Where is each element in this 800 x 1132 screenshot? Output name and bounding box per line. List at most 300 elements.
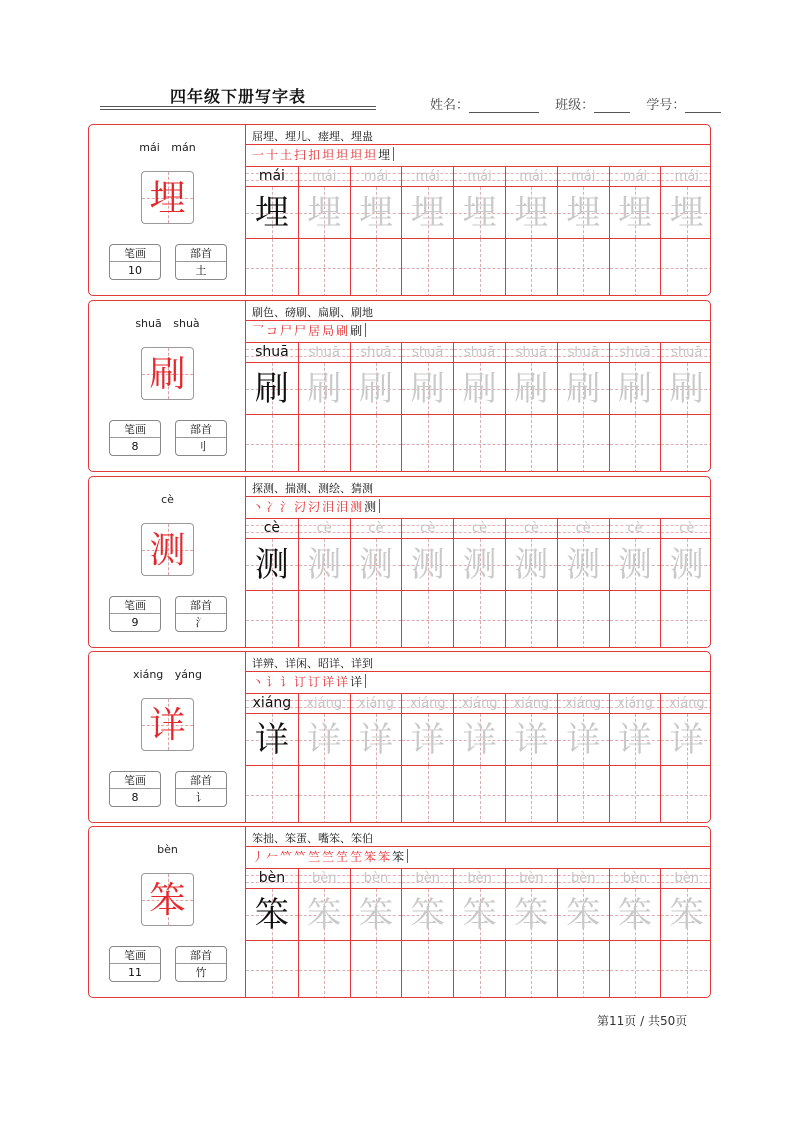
stroke-step: 竺 [322,850,335,864]
blank-writing-cell[interactable] [610,766,661,823]
writing-cell[interactable] [246,363,298,415]
writing-cell[interactable] [402,187,453,239]
stroke-count-box [109,596,161,632]
stroke-step: 坦 [350,148,363,162]
blank-writing-cell[interactable] [454,239,505,296]
practice-column [557,693,609,823]
blank-writing-cell[interactable] [246,239,298,296]
practice-column [298,342,350,472]
stroke-step: 泪 [336,500,349,514]
blank-writing-cell[interactable] [558,941,609,998]
practice-column [557,518,609,648]
writing-cell[interactable] [402,539,453,591]
stroke-count-value: 9 [131,616,139,629]
radical-box [175,771,227,807]
stroke-step: 讠 [280,675,293,689]
pinyin-cell[interactable] [610,518,661,539]
practice-column [505,518,557,648]
blank-writing-cell[interactable] [610,239,661,296]
blank-writing-cell[interactable] [610,941,661,998]
pinyin-cell[interactable] [558,868,609,889]
student-fields [430,94,721,113]
blank-writing-cell[interactable] [246,941,298,998]
divider [246,671,710,672]
stroke-order-end-marker [407,849,408,863]
writing-cell[interactable] [299,714,350,766]
writing-cell[interactable] [558,363,609,415]
practice-pinyin: bèn [674,871,700,886]
blank-writing-cell[interactable] [402,415,453,472]
trace-character: 埋 [254,193,289,233]
practice-column [660,868,711,998]
trace-character: 刷 [617,369,652,409]
trace-character: 刷 [669,369,704,409]
writing-cell[interactable] [610,187,661,239]
trace-character: 笨 [358,895,393,935]
trace-character: 测 [254,545,289,585]
character-glyph: 埋 [149,178,186,219]
practice-pinyin: xiáng [306,696,343,711]
writing-cell[interactable] [454,187,505,239]
writing-cell[interactable] [351,889,402,941]
character-box [141,171,194,224]
blank-writing-cell[interactable] [351,239,402,296]
blank-writing-cell[interactable] [558,415,609,472]
stroke-step: 居 [308,324,321,338]
practice-column [505,342,557,472]
practice-pinyin: cè [368,521,384,536]
practice-column [246,868,298,998]
trace-character: 详 [566,720,601,760]
writing-cell[interactable] [454,363,505,415]
blank-writing-cell[interactable] [558,591,609,648]
radical-box [175,596,227,632]
trace-character: 笨 [669,895,704,935]
practice-pinyin: mái [674,169,699,184]
practice-area [246,652,710,822]
practice-column [609,693,661,823]
blank-writing-cell[interactable] [299,941,350,998]
blank-writing-cell[interactable] [610,415,661,472]
practice-column [505,693,557,823]
writing-cell[interactable] [246,889,298,941]
stroke-step: 十 [266,148,279,162]
title-underline-second [100,109,376,110]
writing-cell[interactable] [506,187,557,239]
practice-pinyin: mái [258,168,285,184]
character-card [88,826,711,998]
pinyin-cell[interactable] [610,342,661,363]
blank-writing-cell[interactable] [351,415,402,472]
character-summary [89,652,246,822]
pinyin-cell[interactable] [299,166,350,187]
writing-cell[interactable] [246,539,298,591]
blank-writing-cell[interactable] [299,766,350,823]
blank-writing-cell[interactable] [299,591,350,648]
character-pinyin: shuā shuà [135,317,200,330]
pinyin-cell[interactable] [661,868,711,889]
blank-writing-cell[interactable] [610,591,661,648]
practice-pinyin: shuā [412,345,444,360]
character-glyph: 刷 [149,354,186,395]
trace-character: 刷 [358,369,393,409]
blank-writing-cell[interactable] [246,591,298,648]
trace-character: 笨 [462,895,497,935]
trace-character: 埋 [410,193,445,233]
pinyin-cell[interactable] [454,518,505,539]
character-pinyin: xiáng yáng [133,668,202,681]
practice-column [557,166,609,296]
writing-cell[interactable] [506,714,557,766]
blank-writing-cell[interactable] [506,941,557,998]
stroke-step: 订 [308,675,321,689]
practice-pinyin: xiáng [617,696,653,711]
stroke-step: 局 [322,324,335,338]
practice-grid [246,868,711,998]
blank-writing-cell[interactable] [661,766,711,823]
stroke-count-value: 8 [131,440,139,453]
practice-column [350,868,402,998]
stroke-order [252,147,394,163]
writing-cell[interactable] [402,889,453,941]
pinyin-cell[interactable] [661,518,711,539]
practice-column [401,166,453,296]
trace-character: 笨 [617,895,652,935]
blank-writing-cell[interactable] [558,239,609,296]
practice-pinyin: xiáng [409,696,446,711]
writing-cell[interactable] [661,714,711,766]
blank-writing-cell[interactable] [506,239,557,296]
stroke-step: 汈 [294,500,307,514]
practice-pinyin: bèn [467,871,492,886]
writing-cell[interactable] [246,714,298,766]
practice-pinyin: bèn [415,871,441,886]
pinyin-cell[interactable] [506,342,557,363]
stroke-count-label: 笔画 [110,772,160,789]
radical-label: 部首 [176,245,226,262]
pinyin-cell[interactable] [351,166,402,187]
radical-value: 土 [195,264,207,277]
pinyin-cell[interactable] [661,693,711,714]
practice-column [557,342,609,472]
pinyin-cell[interactable] [558,342,609,363]
trace-character: 刷 [254,369,289,409]
blank-writing-cell[interactable] [506,766,557,823]
writing-cell[interactable] [351,539,402,591]
stroke-step: 丶 [252,675,265,689]
stroke-count-box [109,420,161,456]
practice-pinyin: cè [263,520,281,536]
stroke-step: 冫 [266,500,279,514]
character-card [88,651,711,823]
blank-writing-cell[interactable] [661,239,711,296]
practice-pinyin: shuā [360,345,392,360]
stroke-step: 泪 [322,500,335,514]
writing-cell[interactable] [402,363,453,415]
writing-cell[interactable] [610,539,661,591]
pinyin-cell[interactable] [299,868,350,889]
practice-pinyin: mái [415,169,440,184]
stroke-step: 坦 [322,148,335,162]
blank-writing-cell[interactable] [351,941,402,998]
stroke-step: 笨 [378,850,391,864]
stroke-order-end-marker [379,499,380,513]
practice-pinyin: cè [523,521,539,536]
practice-column [350,518,402,648]
character-card [88,476,711,648]
id-field[interactable] [685,101,721,113]
stroke-step: 详 [350,675,363,689]
pinyin-cell[interactable] [610,693,661,714]
practice-pinyin: shuā [619,345,651,360]
radical-box [175,244,227,280]
stroke-step: 埋 [378,148,391,162]
radical-label: 部首 [176,597,226,614]
character-card [88,124,711,296]
writing-cell[interactable] [506,889,557,941]
practice-column [505,868,557,998]
writing-cell[interactable] [558,539,609,591]
blank-writing-cell[interactable] [661,415,711,472]
practice-column [505,166,557,296]
practice-grid [246,342,711,472]
pinyin-cell[interactable] [506,166,557,187]
practice-pinyin: shuā [255,344,289,360]
trace-character: 笨 [307,895,342,935]
practice-pinyin: mái [312,169,337,184]
pinyin-cell[interactable] [558,166,609,187]
character-glyph: 详 [149,705,186,746]
practice-column [246,166,298,296]
practice-pinyin: xiáng [565,696,602,711]
blank-writing-cell[interactable] [454,941,505,998]
character-box [141,698,194,751]
pinyin-cell[interactable] [351,342,402,363]
trace-character: 测 [410,545,445,585]
practice-pinyin: mái [571,169,596,184]
stroke-count-label: 笔画 [110,947,160,964]
pinyin-cell[interactable] [402,342,453,363]
writing-cell[interactable] [299,889,350,941]
stroke-count-value: 11 [128,966,142,979]
stroke-step: 汈 [308,500,321,514]
blank-writing-cell[interactable] [402,766,453,823]
practice-column [298,693,350,823]
writing-cell[interactable] [454,714,505,766]
character-summary [89,301,246,471]
stroke-count-box [109,244,161,280]
pinyin-cell[interactable] [299,518,350,539]
pinyin-cell[interactable] [558,518,609,539]
radical-value: 刂 [195,440,207,453]
pinyin-cell[interactable] [246,166,298,187]
pinyin-cell[interactable] [351,693,402,714]
writing-cell[interactable] [610,889,661,941]
pinyin-cell[interactable] [454,693,505,714]
stroke-order-end-marker [365,323,366,337]
writing-cell[interactable] [351,363,402,415]
writing-cell[interactable] [558,714,609,766]
blank-writing-cell[interactable] [246,766,298,823]
pinyin-cell[interactable] [454,166,505,187]
practice-area [246,477,710,647]
practice-pinyin: bèn [311,871,337,886]
practice-column [298,518,350,648]
pinyin-cell[interactable] [558,693,609,714]
practice-pinyin: bèn [258,870,286,886]
trace-character: 刷 [307,369,342,409]
pinyin-cell[interactable] [299,693,350,714]
writing-cell[interactable] [402,714,453,766]
blank-writing-cell[interactable] [351,591,402,648]
character-box [141,873,194,926]
radical-value: 讠 [195,791,207,804]
pinyin-cell[interactable] [610,166,661,187]
pinyin-cell[interactable] [351,518,402,539]
practice-pinyin: cè [627,521,643,536]
stroke-step: 𥫗 [280,850,293,864]
writing-cell[interactable] [610,363,661,415]
blank-writing-cell[interactable] [402,591,453,648]
pinyin-cell[interactable] [299,342,350,363]
character-card [88,300,711,472]
blank-writing-cell[interactable] [506,415,557,472]
writing-cell[interactable] [351,187,402,239]
character-box [141,347,194,400]
trace-character: 刷 [514,369,549,409]
blank-writing-cell[interactable] [299,415,350,472]
writing-cell[interactable] [661,187,711,239]
radical-box [175,420,227,456]
trace-character: 详 [617,720,652,760]
blank-writing-cell[interactable] [454,415,505,472]
practice-grid [246,518,711,648]
class-field[interactable] [594,101,630,113]
stroke-step: 测 [350,500,363,514]
pinyin-cell[interactable] [506,518,557,539]
practice-area [246,125,710,295]
blank-writing-cell[interactable] [351,766,402,823]
trace-character: 详 [358,720,393,760]
writing-cell[interactable] [454,539,505,591]
practice-column [453,518,505,648]
practice-pinyin: cè [679,521,695,536]
pinyin-cell[interactable] [506,693,557,714]
blank-writing-cell[interactable] [661,941,711,998]
pinyin-cell[interactable] [246,518,298,539]
pinyin-cell[interactable] [402,693,453,714]
writing-cell[interactable] [299,363,350,415]
blank-writing-cell[interactable] [661,591,711,648]
trace-character: 笨 [514,895,549,935]
writing-cell[interactable] [661,889,711,941]
pinyin-cell[interactable] [454,868,505,889]
pinyin-cell[interactable] [246,342,298,363]
stroke-count-value: 10 [128,264,142,277]
pinyin-cell[interactable] [402,166,453,187]
practice-column [453,868,505,998]
character-pinyin: mái mán [139,141,196,154]
name-field[interactable] [469,101,539,113]
writing-cell[interactable] [506,539,557,591]
stroke-step: 讠 [266,675,279,689]
trace-character: 埋 [669,193,704,233]
trace-character: 测 [462,545,497,585]
pinyin-cell[interactable] [402,868,453,889]
trace-character: 详 [307,720,342,760]
pinyin-cell[interactable] [351,868,402,889]
blank-writing-cell[interactable] [402,941,453,998]
practice-column [609,518,661,648]
id-label: 学号： [646,98,686,113]
trace-character: 详 [254,720,289,760]
pinyin-cell[interactable] [661,342,711,363]
trace-character: 埋 [566,193,601,233]
pinyin-cell[interactable] [610,868,661,889]
writing-cell[interactable] [610,714,661,766]
stroke-step: 刷 [336,324,349,338]
pinyin-cell[interactable] [402,518,453,539]
trace-character: 笨 [410,895,445,935]
practice-pinyin: shuā [308,345,340,360]
writing-cell[interactable] [299,187,350,239]
writing-cell[interactable] [246,187,298,239]
pinyin-cell[interactable] [246,868,298,889]
practice-column [401,518,453,648]
practice-column [660,518,711,648]
practice-column [660,166,711,296]
trace-character: 测 [669,545,704,585]
trace-character: 详 [462,720,497,760]
blank-writing-cell[interactable] [454,766,505,823]
character-summary [89,477,246,647]
practice-column [660,693,711,823]
practice-pinyin: mái [363,169,389,184]
blank-writing-cell[interactable] [299,239,350,296]
character-summary [89,125,246,295]
pinyin-cell[interactable] [246,693,298,714]
writing-cell[interactable] [558,889,609,941]
blank-writing-cell[interactable] [558,766,609,823]
writing-cell[interactable] [506,363,557,415]
blank-writing-cell[interactable] [506,591,557,648]
blank-writing-cell[interactable] [454,591,505,648]
practice-column [609,342,661,472]
divider [246,846,710,847]
practice-column [401,342,453,472]
writing-cell[interactable] [661,363,711,415]
stroke-step: 笨 [364,850,377,864]
stroke-step: 竺 [308,850,321,864]
practice-pinyin: bèn [363,871,389,886]
blank-writing-cell[interactable] [402,239,453,296]
word-examples: 笨拙、笨蛋、嘴笨、笨伯 [252,832,373,845]
writing-cell[interactable] [351,714,402,766]
stroke-step: 尸 [294,324,307,338]
writing-cell[interactable] [299,539,350,591]
stroke-step: 笨 [392,850,405,864]
practice-column [298,166,350,296]
pinyin-cell[interactable] [454,342,505,363]
pinyin-cell[interactable] [661,166,711,187]
writing-cell[interactable] [558,187,609,239]
page-number: 第11页 / 共50页 [597,1014,688,1028]
practice-pinyin: mái [467,169,492,184]
blank-writing-cell[interactable] [246,415,298,472]
writing-cell[interactable] [454,889,505,941]
writing-cell[interactable] [661,539,711,591]
pinyin-cell[interactable] [506,868,557,889]
